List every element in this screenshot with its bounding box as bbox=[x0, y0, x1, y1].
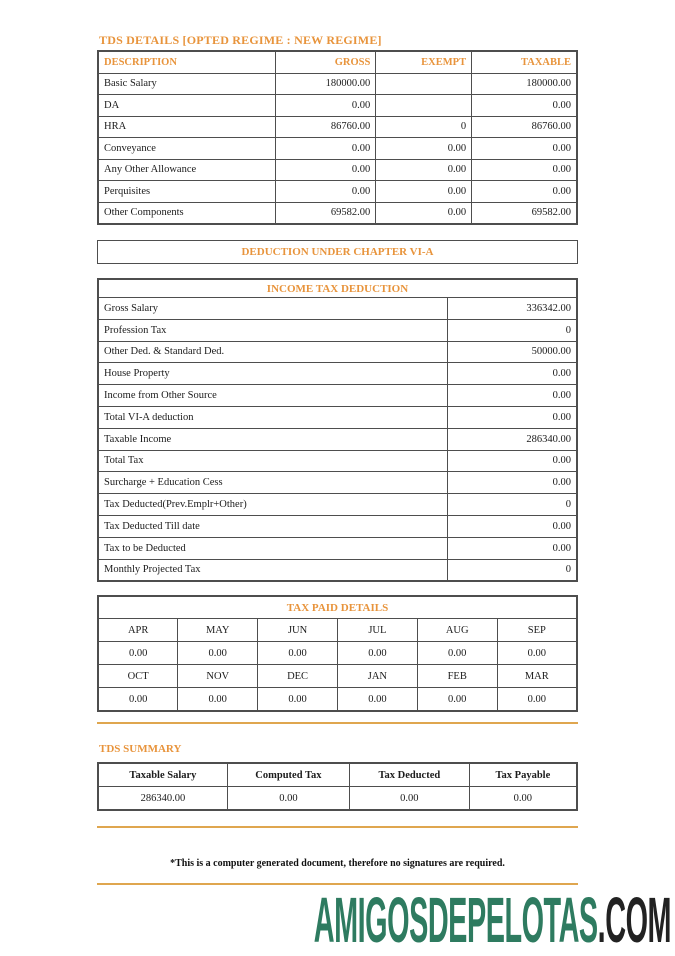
row-label: Monthly Projected Tax bbox=[98, 559, 448, 581]
table-row bbox=[98, 406, 577, 428]
site-watermark bbox=[313, 884, 671, 956]
row-value: 0 bbox=[448, 559, 577, 581]
exempt-cell: 0.00 bbox=[376, 181, 472, 203]
exempt-cell: 0.00 bbox=[376, 159, 472, 181]
month-cell: AUG bbox=[417, 619, 497, 642]
table-row bbox=[98, 181, 577, 203]
amount-cell: 0.00 bbox=[417, 688, 497, 712]
row-label: House Property bbox=[98, 363, 448, 385]
row-label: Taxable Income bbox=[98, 428, 448, 450]
month-cell: APR bbox=[98, 619, 178, 642]
summary-header-row bbox=[98, 763, 577, 787]
gross-cell: 0.00 bbox=[275, 159, 376, 181]
row-label: Surcharge + Education Cess bbox=[98, 472, 448, 494]
summary-value-cell: 286340.00 bbox=[98, 787, 227, 811]
tds-summary-heading: TDS SUMMARY bbox=[99, 743, 182, 755]
watermark-name: AMIGOSDEPELOTAS bbox=[313, 884, 598, 956]
taxable-cell: 0.00 bbox=[472, 138, 577, 160]
exempt-cell: 0.00 bbox=[376, 202, 472, 224]
row-label: Tax Deducted Till date bbox=[98, 515, 448, 537]
amount-cell: 0.00 bbox=[258, 688, 338, 712]
taxable-cell: 69582.00 bbox=[472, 202, 577, 224]
gross-cell: 0.00 bbox=[275, 181, 376, 203]
month-cell: DEC bbox=[258, 665, 338, 688]
description-cell: Basic Salary bbox=[98, 73, 275, 95]
chapter-via-banner: DEDUCTION UNDER CHAPTER VI-A bbox=[97, 240, 578, 264]
page-title: TDS DETAILS [OPTED REGIME : NEW REGIME] bbox=[99, 33, 382, 47]
row-label: Gross Salary bbox=[98, 298, 448, 320]
row-value: 0.00 bbox=[448, 537, 577, 559]
row-value: 50000.00 bbox=[448, 341, 577, 363]
table-row bbox=[98, 537, 577, 559]
row-label: Income from Other Source bbox=[98, 385, 448, 407]
row-value: 0.00 bbox=[448, 406, 577, 428]
table-row bbox=[98, 319, 577, 341]
table-row bbox=[98, 472, 577, 494]
tds-details-header-row bbox=[98, 51, 577, 73]
tds-details-table bbox=[97, 50, 578, 225]
gross-cell: 69582.00 bbox=[275, 202, 376, 224]
table-row bbox=[98, 116, 577, 138]
month-cell: JAN bbox=[337, 665, 417, 688]
watermark-tld: .COM bbox=[597, 884, 671, 956]
description-cell: Any Other Allowance bbox=[98, 159, 275, 181]
amount-cell: 0.00 bbox=[98, 688, 178, 712]
summary-value-cell: 0.00 bbox=[349, 787, 469, 811]
tds-summary-table bbox=[97, 762, 578, 811]
amount-cell: 0.00 bbox=[178, 642, 258, 665]
column-header-exempt: EXEMPT bbox=[376, 51, 472, 73]
table-row bbox=[98, 494, 577, 516]
table-row bbox=[98, 202, 577, 224]
tax-paid-details-table bbox=[97, 595, 578, 712]
column-header-gross: GROSS bbox=[275, 51, 376, 73]
month-header-row bbox=[98, 619, 577, 642]
month-header-row bbox=[98, 665, 577, 688]
table-row bbox=[98, 559, 577, 581]
section-divider bbox=[97, 722, 578, 724]
gross-cell: 86760.00 bbox=[275, 116, 376, 138]
exempt-cell: 0.00 bbox=[376, 138, 472, 160]
taxable-cell: 0.00 bbox=[472, 181, 577, 203]
amount-cell: 0.00 bbox=[497, 642, 577, 665]
row-value: 0.00 bbox=[448, 450, 577, 472]
row-value: 0 bbox=[448, 494, 577, 516]
column-header-taxable: TAXABLE bbox=[472, 51, 577, 73]
month-cell: FEB bbox=[417, 665, 497, 688]
summary-header-cell: Tax Deducted bbox=[349, 763, 469, 787]
row-label: Other Ded. & Standard Ded. bbox=[98, 341, 448, 363]
table-row bbox=[98, 95, 577, 117]
amount-cell: 0.00 bbox=[417, 642, 497, 665]
amount-cell: 0.00 bbox=[98, 642, 178, 665]
table-row bbox=[98, 385, 577, 407]
computer-generated-note: *This is a computer generated document, therefore no signatures are required. bbox=[170, 858, 505, 869]
amount-cell: 0.00 bbox=[337, 642, 417, 665]
month-cell: JUN bbox=[258, 619, 338, 642]
table-row bbox=[98, 159, 577, 181]
summary-value-cell: 0.00 bbox=[227, 787, 349, 811]
row-value: 0.00 bbox=[448, 472, 577, 494]
table-row bbox=[98, 428, 577, 450]
amount-cell: 0.00 bbox=[258, 642, 338, 665]
table-row bbox=[98, 298, 577, 320]
column-header-description: DESCRIPTION bbox=[98, 51, 275, 73]
month-value-row bbox=[98, 688, 577, 712]
table-title-row bbox=[98, 279, 577, 298]
amount-cell: 0.00 bbox=[497, 688, 577, 712]
description-cell: DA bbox=[98, 95, 275, 117]
description-cell: Perquisites bbox=[98, 181, 275, 203]
row-value: 0.00 bbox=[448, 363, 577, 385]
exempt-cell bbox=[376, 73, 472, 95]
row-label: Profession Tax bbox=[98, 319, 448, 341]
row-label: Tax Deducted(Prev.Emplr+Other) bbox=[98, 494, 448, 516]
table-title-row bbox=[98, 596, 577, 619]
month-cell: SEP bbox=[497, 619, 577, 642]
table-row bbox=[98, 515, 577, 537]
row-value: 0.00 bbox=[448, 515, 577, 537]
taxable-cell: 180000.00 bbox=[472, 73, 577, 95]
tax-paid-details-title: TAX PAID DETAILS bbox=[98, 596, 577, 619]
month-cell: NOV bbox=[178, 665, 258, 688]
table-row bbox=[98, 450, 577, 472]
description-cell: HRA bbox=[98, 116, 275, 138]
summary-value-cell: 0.00 bbox=[469, 787, 577, 811]
row-value: 0.00 bbox=[448, 385, 577, 407]
summary-value-row bbox=[98, 787, 577, 811]
description-cell: Other Components bbox=[98, 202, 275, 224]
table-row bbox=[98, 363, 577, 385]
month-value-row bbox=[98, 642, 577, 665]
taxable-cell: 0.00 bbox=[472, 159, 577, 181]
summary-header-cell: Computed Tax bbox=[227, 763, 349, 787]
taxable-cell: 0.00 bbox=[472, 95, 577, 117]
amount-cell: 0.00 bbox=[337, 688, 417, 712]
row-value: 286340.00 bbox=[448, 428, 577, 450]
row-label: Tax to be Deducted bbox=[98, 537, 448, 559]
summary-header-cell: Taxable Salary bbox=[98, 763, 227, 787]
gross-cell: 180000.00 bbox=[275, 73, 376, 95]
gross-cell: 0.00 bbox=[275, 95, 376, 117]
description-cell: Conveyance bbox=[98, 138, 275, 160]
row-label: Total VI-A deduction bbox=[98, 406, 448, 428]
section-divider bbox=[97, 826, 578, 828]
exempt-cell: 0 bbox=[376, 116, 472, 138]
amount-cell: 0.00 bbox=[178, 688, 258, 712]
row-value: 0 bbox=[448, 319, 577, 341]
month-cell: OCT bbox=[98, 665, 178, 688]
row-value: 336342.00 bbox=[448, 298, 577, 320]
row-label: Total Tax bbox=[98, 450, 448, 472]
table-row bbox=[98, 138, 577, 160]
summary-header-cell: Tax Payable bbox=[469, 763, 577, 787]
income-tax-deduction-table bbox=[97, 278, 578, 582]
month-cell: JUL bbox=[337, 619, 417, 642]
taxable-cell: 86760.00 bbox=[472, 116, 577, 138]
gross-cell: 0.00 bbox=[275, 138, 376, 160]
income-tax-deduction-title: INCOME TAX DEDUCTION bbox=[98, 279, 577, 298]
table-row bbox=[98, 73, 577, 95]
month-cell: MAY bbox=[178, 619, 258, 642]
table-row bbox=[98, 341, 577, 363]
month-cell: MAR bbox=[497, 665, 577, 688]
exempt-cell bbox=[376, 95, 472, 117]
